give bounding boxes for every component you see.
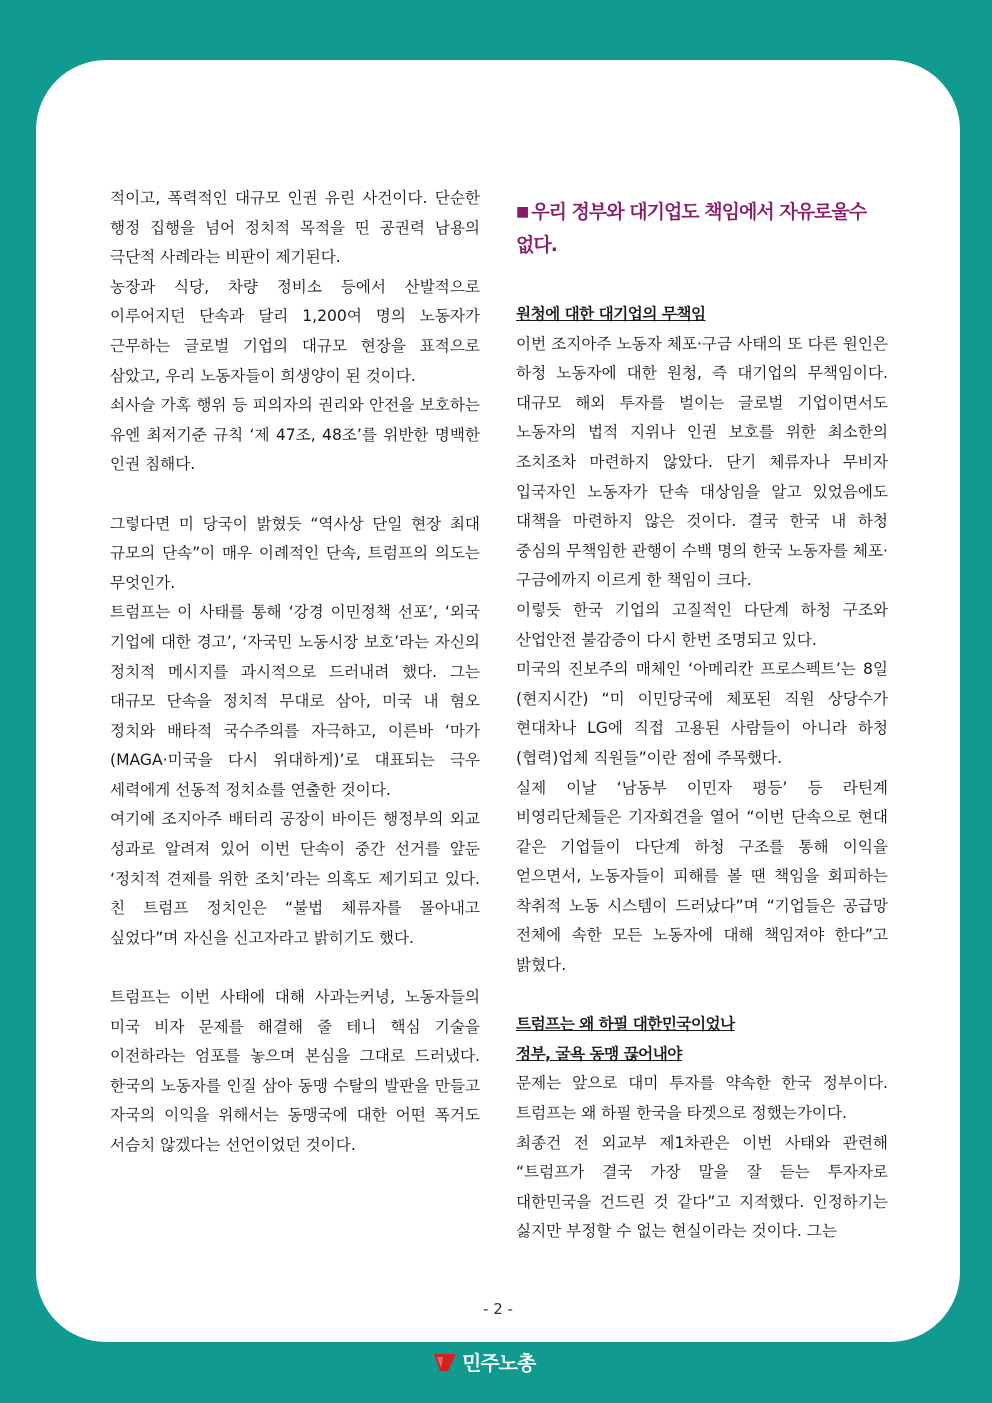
paragraph: 적이고, 폭력적인 대규모 인권 유린 사건이다. 단순한 행정 집행을 넘어 정치적 목적을 띤 공권력 남용의 극단적 사례라는 비판이 제기된다. [110,189,480,267]
paragraph: 문제는 앞으로 대미 투자를 약속한 한국 정부이다. 트럼프는 왜 하필 한국을 타겟으로 정했는가이다. [516,1074,888,1123]
main-heading-text: 우리 정부와 대기업도 책임에서 자유로울수 없다. [516,201,867,256]
paragraph: 그렇다면 미 당국이 밝혔듯 “역사상 단일 현장 최대 규모의 단속”이 매우 이례적인 단속, 트럼프의 의도는 무엇인가. [110,514,480,592]
paragraph: 트럼프는 이 사태를 통해 ‘강경 이민정책 선포’, ‘외국 기업에 대한 경고’, ‘자국민 노동시장 보호’라는 자신의 정치적 메시지를 과시적으로 드러내려 했다. 그는 대규모 단속을 정치적 무대로 삼아, 미국 내 혐오 정치와 배타적 국수주의를 자극하고, 이른바 ‘마가(MAGA·미국을 다시 위대하게)’로 대표되는 극우 세력에게 선동적 정치쇼를 연출한 것이다. [110,603,480,799]
subheading-why-korea: 트럼프는 왜 하필 대한민국이었나 [516,1015,735,1034]
paragraph: 농장과 식당, 차량 정비소 등에서 산발적으로 이루어지던 단속과 달리 1,200여 명의 노동자가 근무하는 글로벌 기업의 대규모 현장을 표적으로 삼았고, 우리 노동자들이 희생양이 된 것이다. [110,277,480,385]
paragraph-gap [110,953,480,983]
page-number: - 2 - [483,1300,513,1318]
paragraph: 트럼프는 이번 사태에 대해 사과는커녕, 노동자들의 미국 비자 문제를 해결해 줄 테니 핵심 기술을 이전하라는 엄포를 놓으며 본심을 그대로 드러냈다. 한국의 노동자를 인질 삼아 동맹 수탈의 발판을 만들고 자국의 이익을 위해서는 동맹국에 대한 어떤 폭거도 서슴치 않겠다는 선언이었던 것이다. [110,988,480,1154]
paragraph: 이렇듯 한국 기업의 고질적인 다단계 하청 구조와 산업안전 불감증이 다시 한번 조명되고 있다. [516,600,888,649]
paragraph: 쇠사슬 가혹 행위 등 피의자의 권리와 안전을 보호하는 유엔 최저기준 규칙 ‘제 47조, 48조’를 위반한 명백한 인권 침해다. [110,396,480,474]
paragraph: 최종건 전 외교부 제1차관은 이번 사태와 관련해 “트럼프가 결국 가장 말을 잘 듣는 투자자로 대한민국을 건드린 것 같다”고 지적했다. 인정하기는 싫지만 부정할 수 없는 현실이라는 것이다. 그는 [516,1133,888,1241]
right-column [516,196,888,1247]
square-bullet-icon: ■ [516,204,529,220]
subheading-cut-alliance: 정부, 굴욕 동맹 끊어내야 [516,1044,682,1063]
section-main-heading [516,196,888,262]
logo-text: 민주노총 [462,1351,536,1375]
paragraph: 미국의 진보주의 매체인 ‘아메리칸 프로스펙트’는 8일(현지시간) “미 이민당국에 체포된 직원 상당수가 현대차나 LG에 직접 고용된 사람들이 아니라 하청(협력)업체 직원들”이란 점에 주목했다. [516,660,888,767]
kctu-logo [432,1347,535,1376]
paragraph-gap [516,981,888,1011]
paragraph-gap [110,480,480,510]
logo-flag-icon [432,1351,458,1373]
subheading-contractor-responsibility: 원청에 대한 대기업의 무책임 [516,305,706,323]
paragraph: 여기에 조지아주 배터리 공장이 바이든 행정부의 외교 성과로 알려져 있어 이번 단속이 중간 선거를 앞둔 ‘정치적 견제를 위한 조치’라는 의혹도 제기되고 있다. 친 트럼프 정치인은 “불법 체류자를 몰아내고 싶었다”며 자신을 신고자라고 밝히기도 했다. [110,810,480,947]
paragraph: 이번 조지아주 노동자 체포·구금 사태의 또 다른 원인은 하청 노동자에 대한 원청, 즉 대기업의 무책임이다. 대규모 해외 투자를 벌이는 글로벌 기업이면서도 노동자의 법적 지위나 인권 보호를 위한 최소한의 조치조차 마련하지 않았다. 단기 체류자나 무비자 입국자인 노동자가 단속 대상임을 알고 있었음에도 대책을 마련하지 않은 것이다. 결국 한국 내 하청 중심의 무책임한 관행이 수백 명의 한국 노동자를 체포·구금에까지 이르게 한 책임이 크다. [516,334,888,590]
paragraph: 실제 이날 ‘남동부 이민자 평등’ 등 라틴계 비영리단체들은 기자회견을 열어 “이번 단속으로 현대 같은 기업들이 다단계 하청 구조를 통해 이익을 얻으면서, 노동자들이 피해를 볼 땐 책임을 회피하는 착취적 노동 시스템이 드러났다”며 “기업들은 공급망 전체에 속한 모든 노동자에 대해 책임져야 한다”고 밝혔다. [516,778,888,975]
page-sheet [36,60,960,1342]
left-column [110,184,480,1161]
